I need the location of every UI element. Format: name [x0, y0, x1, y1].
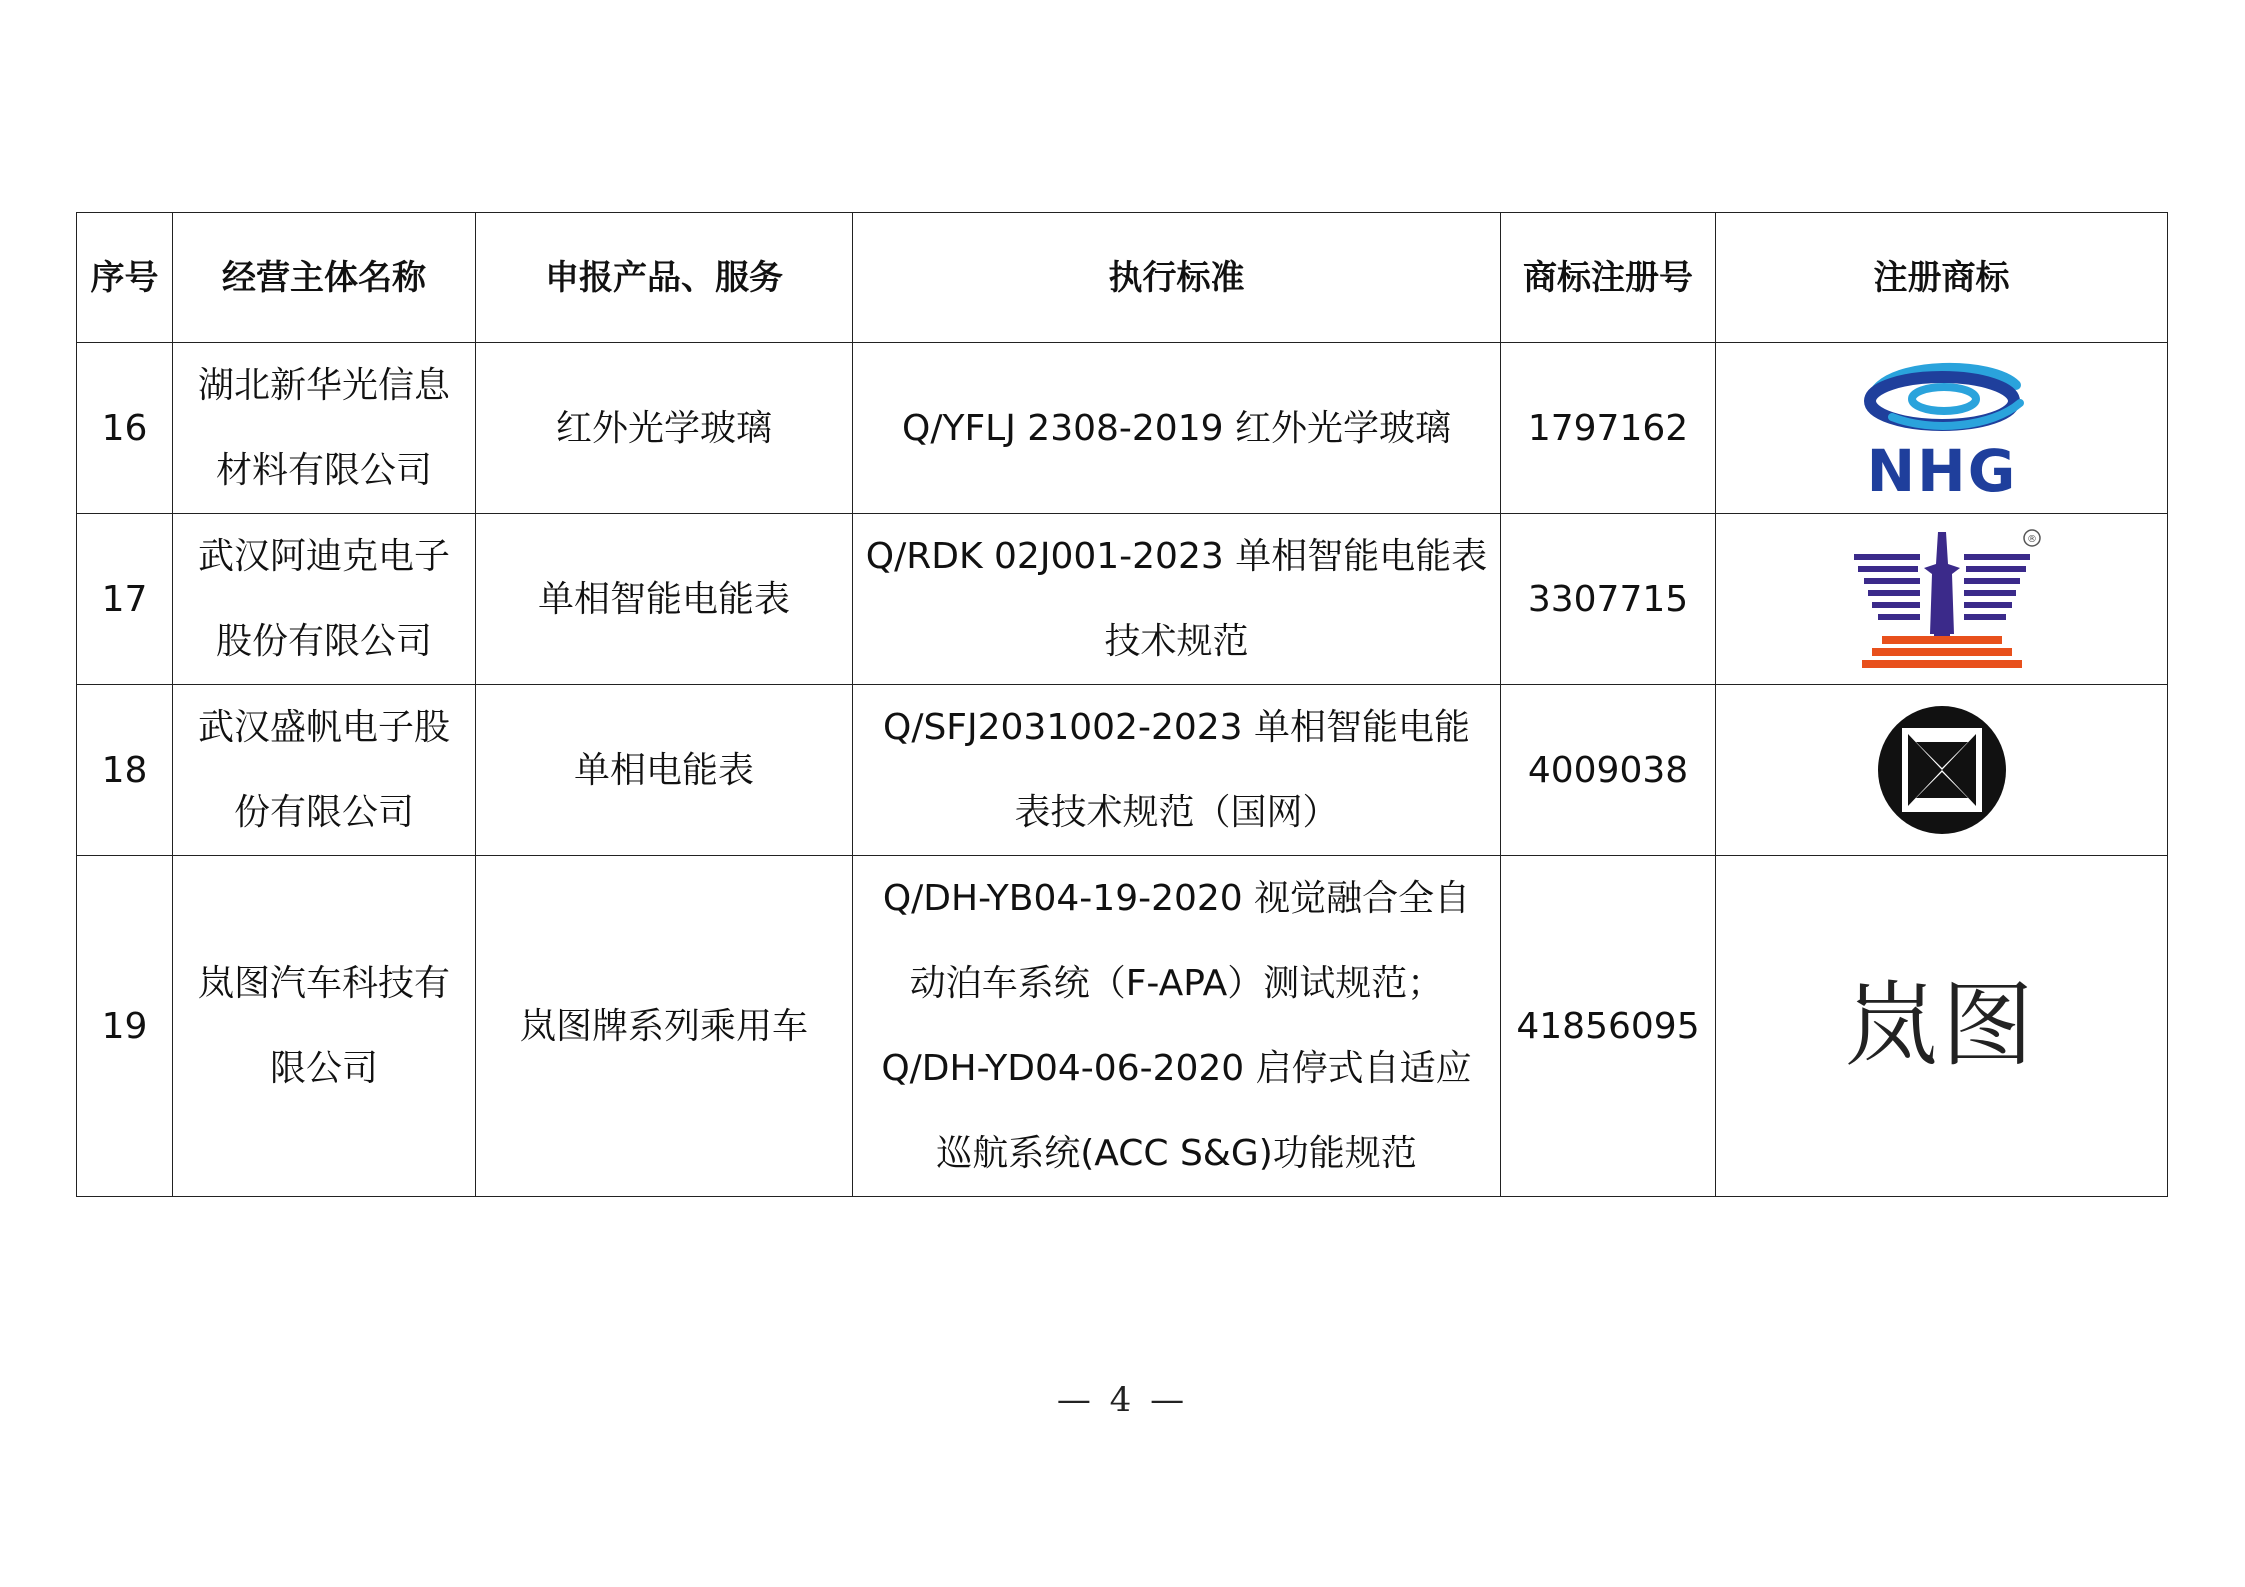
company-name: 岚图汽车科技有限公司 [173, 856, 476, 1197]
standard-text: Q/RDK 02J001-2023 单相智能电能表技术规范 [853, 514, 1501, 685]
table-row [77, 856, 2168, 1197]
table-row [77, 514, 2168, 685]
company-name: 武汉盛帆电子股份有限公司 [173, 685, 476, 856]
header-seq: 序号 [77, 213, 173, 343]
rdk-tower-logo-icon [1842, 524, 2042, 674]
row-number: 18 [77, 685, 173, 856]
registration-table [76, 212, 2168, 1197]
row-number: 17 [77, 514, 173, 685]
standard-text: Q/DH-YB04-19-2020 视觉融合全自动泊车系统（F-APA）测试规范；Q/DH-YD04-06-2020 启停式自适应巡航系统(ACC S&G)功能规范 [853, 856, 1501, 1197]
row-number: 16 [77, 343, 173, 514]
trademark-cell [1716, 685, 2168, 856]
page-number: — 4 — [1056, 1380, 1189, 1420]
voyah-text-logo: 岚图 [1845, 972, 2038, 1079]
standard-text: Q/SFJ2031002-2023 单相智能电能表技术规范（国网） [853, 685, 1501, 856]
nhg-logo-icon [1852, 353, 2032, 503]
hourglass-circle-logo-icon [1872, 700, 2012, 840]
header-product: 申报产品、服务 [476, 213, 853, 343]
registration-number: 4009038 [1501, 685, 1716, 856]
header-trademark: 注册商标 [1716, 213, 2168, 343]
registered-mark: ® [2026, 534, 2037, 545]
nhg-logo-text: NHG [1866, 437, 2017, 503]
company-name: 湖北新华光信息材料有限公司 [173, 343, 476, 514]
product-name: 红外光学玻璃 [476, 343, 853, 514]
product-name: 单相电能表 [476, 685, 853, 856]
header-standard: 执行标准 [853, 213, 1501, 343]
product-name: 单相智能电能表 [476, 514, 853, 685]
registration-number: 3307715 [1501, 514, 1716, 685]
header-reg-no: 商标注册号 [1501, 213, 1716, 343]
trademark-cell [1716, 856, 2168, 1197]
table-row [77, 685, 2168, 856]
row-number: 19 [77, 856, 173, 1197]
product-name: 岚图牌系列乘用车 [476, 856, 853, 1197]
trademark-cell [1716, 514, 2168, 685]
registration-number: 1797162 [1501, 343, 1716, 514]
table-row [77, 343, 2168, 514]
company-name: 武汉阿迪克电子股份有限公司 [173, 514, 476, 685]
trademark-cell [1716, 343, 2168, 514]
registration-number: 41856095 [1501, 856, 1716, 1197]
table-header-row [77, 213, 2168, 343]
header-company: 经营主体名称 [173, 213, 476, 343]
standard-text: Q/YFLJ 2308-2019 红外光学玻璃 [853, 343, 1501, 514]
